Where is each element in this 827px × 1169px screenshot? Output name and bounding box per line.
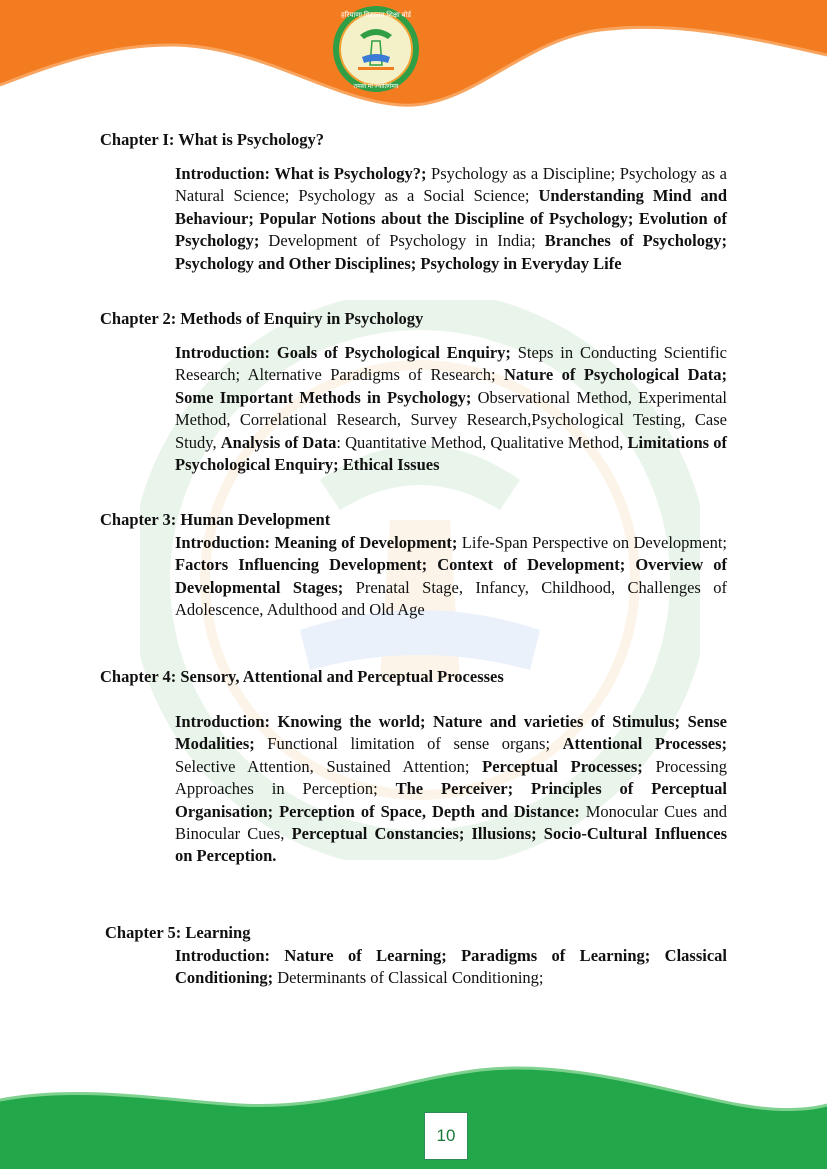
chapter-text-segment: Analysis of Data — [220, 432, 337, 452]
chapter-text-segment: Selective Attention, Sustained Attention; — [175, 756, 483, 776]
chapter-text-segment: Prenatal Stage, Infancy, Childhood, Challenges of Adolescence, Adulthood and Old Age — [175, 577, 727, 620]
chapter-text-segment: Nature of Psychological Data; Some Important Methods in Psychology; — [175, 365, 727, 407]
chapter-text-segment: Observational Method, Experimental Method, Correlational Research, Survey Research,Psychological Testing, Case Study, — [175, 387, 727, 452]
chapter-text-segment: Perceptual Processes; — [482, 756, 643, 776]
chapter-1-contents — [175, 163, 727, 275]
chapter-text-segment: Psychology as a Discipline; Psychology as a Natural Science; Psychology as a Social Science; — [175, 164, 727, 206]
logo-bottom-text: तमसो मा ज्योतिर्गमय — [353, 84, 399, 90]
chapter-3-contents — [175, 532, 727, 622]
chapter-text-segment: Processing Approaches in Perception; — [175, 756, 727, 799]
chapter-text-segment: Introduction: Nature of Learning; Paradigms of Learning; Classical Conditioning; — [175, 946, 727, 988]
chapter-text-segment: Factors Influencing Development; Context of Development; Overview of Developmental Stages; — [175, 555, 727, 597]
chapter-text-segment: Introduction: What is Psychology?; — [175, 164, 427, 183]
chapter-text-segment: Introduction: Knowing the world; Nature and varieties of Stimulus; Sense Modalities; — [175, 712, 727, 754]
chapter-text-segment: Introduction: Meaning of Development; — [175, 533, 458, 552]
haryana-board-seal-icon — [332, 5, 420, 93]
chapter-text-segment: Steps in Conducting Scientific Research; Alternative Paradigms of Research; — [175, 343, 727, 385]
chapter-3-heading: Chapter 3: Human Development — [100, 510, 331, 529]
chapter-text-segment: Monocular Cues and Binocular Cues, — [175, 801, 727, 844]
chapter-text-segment: Attentional Processes; — [562, 734, 728, 754]
chapter-4-heading: Chapter 4: Sensory, Attentional and Perceptual Processes — [100, 667, 504, 686]
chapter-text-segment: Development of Psychology in India; — [259, 231, 545, 251]
chapter-text-segment: Functional limitation of sense organs; — [254, 734, 563, 754]
page-number: 10 — [424, 1112, 468, 1160]
logo-top-text: हरियाणा विद्यालय शिक्षा बोर्ड — [340, 11, 412, 19]
chapter-4-contents — [175, 711, 727, 868]
footer-green-wave — [0, 1060, 827, 1169]
chapter-text-segment: Limitations of Psychological Enquiry; Ethical Issues — [175, 432, 727, 475]
chapter-text-segment: : Quantitative Method, Qualitative Method, — [336, 432, 628, 452]
chapter-1-heading: Chapter I: What is Psychology? — [100, 130, 324, 149]
chapter-5-heading: Chapter 5: Learning — [105, 923, 251, 942]
chapter-2-contents — [175, 342, 727, 476]
chapter-2-heading: Chapter 2: Methods of Enquiry in Psychology — [100, 309, 424, 328]
chapter-text-segment: Determinants of Classical Conditioning; — [273, 968, 544, 988]
chapter-text-segment: Life-Span Perspective on Development; — [457, 533, 727, 552]
chapter-text-segment: Understanding Mind and Behaviour; Popular Notions about the Discipline of Psychology; Evolution of Psychology; — [175, 186, 727, 251]
chapter-5-contents — [175, 945, 727, 990]
chapter-text-segment: Branches of Psychology; Psychology and Other Disciplines; Psychology in Everyday Life — [175, 231, 727, 273]
chapter-text-segment: The Perceiver; Principles of Perceptual Organisation; Perception of Space, Depth and Distance: — [175, 779, 728, 821]
chapter-text-segment: Introduction: Goals of Psychological Enquiry; — [175, 343, 511, 362]
chapter-text-segment: Perceptual Constancies; Illusions; Socio-Cultural Influences on Perception. — [175, 824, 727, 866]
